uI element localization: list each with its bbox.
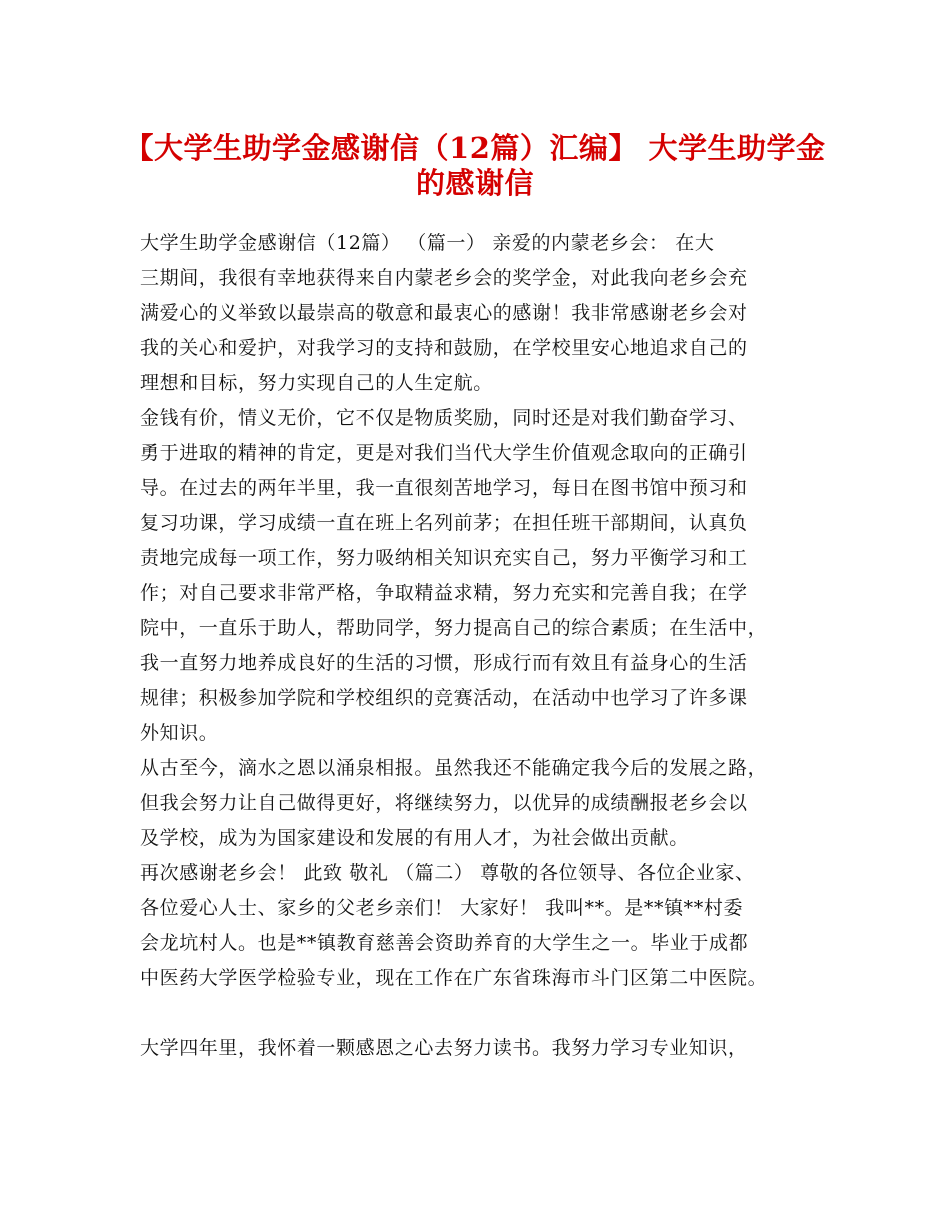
body-line: 金钱有价，情义无价，它不仅是物质奖励，同时还是对我们勤奋学习、 — [140, 407, 748, 429]
body-line: 外知识。 — [140, 722, 219, 744]
title-line: 【大学生助学金感谢信（12篇）汇编】 大学生助学金 — [124, 131, 826, 165]
body-line: 作；对自己要求非常严格，争取精益求精，努力充实和完善自我；在学 — [140, 582, 748, 604]
body-line: 导。在过去的两年半里，我一直很刻苦地学习，每日在图书馆中预习和 — [140, 477, 748, 499]
body-line: 会龙坑村人。也是**镇教育慈善会资助养育的大学生之一。毕业于成都 — [140, 932, 749, 954]
body-line: 责地完成每一项工作，努力吸纳相关知识充实自己，努力平衡学习和工 — [140, 547, 748, 569]
body-line: 复习功课，学习成绩一直在班上名列前茅；在担任班干部期间，认真负 — [140, 512, 748, 534]
document-title — [120, 122, 830, 200]
document-body — [140, 226, 830, 1066]
body-line: 各位爱心人士、家乡的父老乡亲们！ 大家好！ 我叫**。是**镇**村委 — [140, 897, 744, 919]
body-line: 但我会努力让自己做得更好，将继续努力，以优异的成绩酬报老乡会以 — [140, 792, 748, 814]
body-line: 规律；积极参加学院和学校组织的竞赛活动，在活动中也学习了许多课 — [140, 687, 748, 709]
body-line: 理想和目标，努力实现自己的人生定航。 — [140, 372, 493, 394]
body-line: 勇于进取的精神的肯定，更是对我们当代大学生价值观念取向的正确引 — [140, 442, 748, 464]
body-line: 我的关心和爱护，对我学习的支持和鼓励，在学校里安心地追求自己的 — [140, 337, 748, 359]
body-line: 大学四年里，我怀着一颗感恩之心去努力读书。我努力学习专业知识， — [140, 1037, 748, 1059]
body-line: 三期间，我很有幸地获得来自内蒙老乡会的奖学金，对此我向老乡会充 — [140, 267, 748, 289]
body-line: 满爱心的义举致以最崇高的敬意和最衷心的感谢！我非常感谢老乡会对 — [140, 302, 748, 324]
paragraph-gap — [140, 996, 830, 1031]
body-line: 从古至今，滴水之恩以涌泉相报。虽然我还不能确定我今后的发展之路， — [140, 757, 768, 779]
title-line: 的感谢信 — [415, 166, 534, 200]
body-line: 院中，一直乐于助人，帮助同学，努力提高自己的综合素质；在生活中， — [140, 617, 768, 639]
body-line: 再次感谢老乡会！ 此致 敬礼 （篇二） 尊敬的各位领导、各位企业家、 — [140, 862, 755, 884]
body-line: 我一直努力地养成良好的生活的习惯，形成行而有效且有益身心的生活 — [140, 652, 748, 674]
body-line: 中医药大学医学检验专业，现在工作在广东省珠海市斗门区第二中医院。 — [140, 967, 768, 989]
body-line: 及学校，成为为国家建设和发展的有用人才，为社会做出贡献。 — [140, 827, 689, 849]
body-line: 大学生助学金感谢信（12篇） （篇一） 亲爱的内蒙老乡会： 在大 — [140, 232, 715, 254]
